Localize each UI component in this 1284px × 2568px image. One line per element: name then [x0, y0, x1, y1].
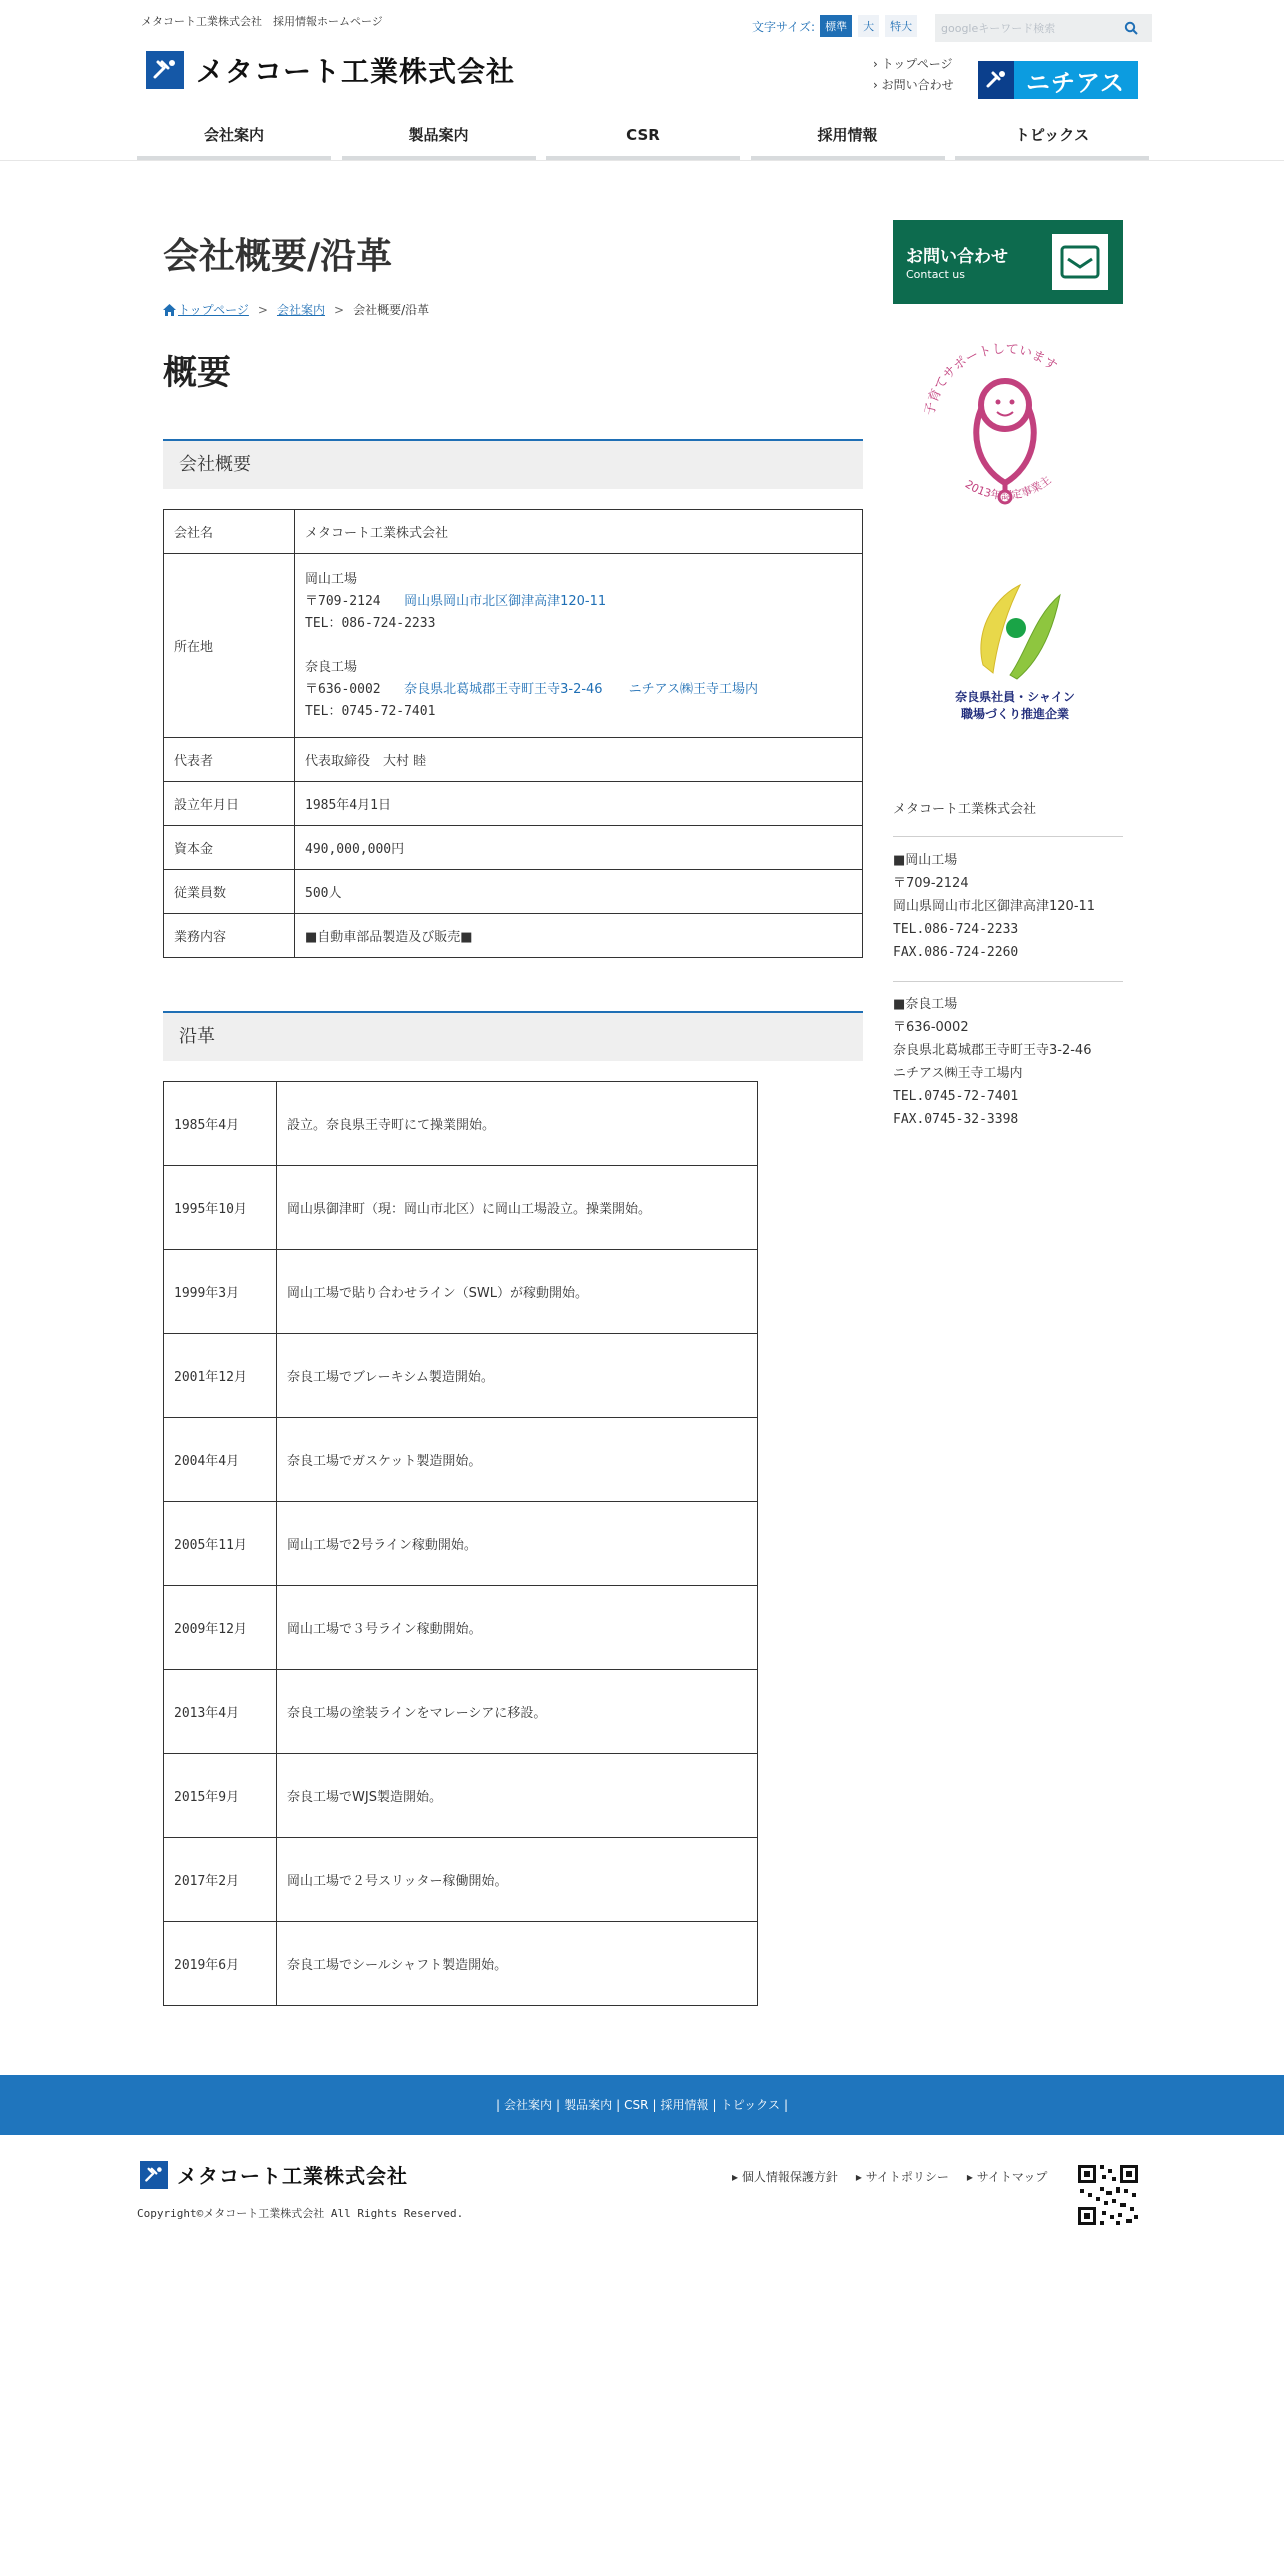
- table-row: [164, 826, 863, 870]
- site-logo[interactable]: [146, 50, 515, 90]
- profile-heading: 会社概要: [163, 439, 863, 489]
- font-size-switcher: [752, 15, 923, 37]
- table-row: [164, 1082, 758, 1166]
- font-size-xlarge-button[interactable]: 特大: [885, 15, 917, 37]
- breadcrumb: [163, 301, 429, 318]
- search-input[interactable]: [935, 15, 1120, 41]
- table-row: [164, 1418, 758, 1502]
- row-label: 代表者: [164, 738, 295, 782]
- search-box: [935, 14, 1152, 42]
- table-row: [164, 870, 863, 914]
- row-label: 従業員数: [164, 870, 295, 914]
- table-row: [164, 1250, 758, 1334]
- sidebar-divider: [893, 981, 1123, 982]
- table-row: [164, 1754, 758, 1838]
- nichias-text: ニチアス: [1026, 68, 1126, 97]
- sidebar-divider: [893, 836, 1123, 837]
- row-value: 490,000,000円: [295, 826, 863, 870]
- breadcrumb-current: 会社概要/沿革: [353, 303, 430, 317]
- table-row: [164, 554, 863, 738]
- history-event: 岡山工場で2号ライン稼動開始。: [277, 1502, 758, 1586]
- table-row: [164, 1502, 758, 1586]
- footer-logo-mark-icon: [140, 2161, 168, 2189]
- nara-tel: TEL：0745-72-7401: [305, 703, 436, 719]
- footer-nav: | 会社案内 | 製品案内 | CSR | 採用情報 | トピックス |: [0, 2075, 1284, 2135]
- row-value: メタコート工業株式会社: [295, 510, 863, 554]
- row-value: 代表取締役 大村 睦: [295, 738, 863, 782]
- okayama-factory-name: 岡山工場: [305, 571, 358, 587]
- history-event: 設立。奈良県王寺町にて操業開始。: [277, 1082, 758, 1166]
- table-row: [164, 782, 863, 826]
- row-label: 資本金: [164, 826, 295, 870]
- util-link-top[interactable]: › トップページ: [873, 57, 953, 71]
- footer-nav-products[interactable]: 製品案内: [564, 2098, 613, 2112]
- font-size-standard-button[interactable]: 標準: [820, 15, 852, 37]
- copyright: Copyright©メタコート工業株式会社 All Rights Reserved.: [137, 2207, 464, 2220]
- nav-item-recruit[interactable]: 採用情報: [751, 118, 945, 160]
- history-date: 2001年12月: [164, 1334, 277, 1418]
- breadcrumb-separator: >: [334, 302, 345, 317]
- footer-link-privacy[interactable]: ▸ 個人情報保護方針: [732, 2170, 838, 2184]
- footer-nav-topics[interactable]: トピックス: [720, 2098, 780, 2112]
- nara-factory-name: 奈良工場: [305, 659, 358, 675]
- home-icon: [163, 304, 176, 316]
- okayama-address-link[interactable]: 岡山県岡山市北区御津高津120-11: [404, 593, 607, 609]
- util-link-contact[interactable]: › お問い合わせ: [873, 78, 954, 92]
- history-date: 2019年6月: [164, 1922, 277, 2006]
- history-date: 2017年2月: [164, 1838, 277, 1922]
- table-row: [164, 1922, 758, 2006]
- sidebar-company-name: メタコート工業株式会社: [893, 802, 1037, 817]
- breadcrumb-company[interactable]: 会社案内: [276, 303, 325, 317]
- table-row: [164, 1334, 758, 1418]
- history-date: 2004年4月: [164, 1418, 277, 1502]
- history-heading: 沿革: [163, 1011, 863, 1061]
- site-tagline: メタコート工業株式会社 採用情報ホームページ: [141, 15, 383, 28]
- history-event: 岡山工場で２号スリッター稼働開始。: [277, 1838, 758, 1922]
- history-event: 奈良工場でブレーキシム製造開始。: [277, 1334, 758, 1418]
- row-label: 会社名: [164, 510, 295, 554]
- footer-nav-recruit[interactable]: 採用情報: [660, 2098, 709, 2112]
- search-icon[interactable]: [1120, 17, 1142, 39]
- row-label: 所在地: [164, 554, 295, 738]
- nav-item-csr[interactable]: CSR: [546, 118, 740, 160]
- history-table: [163, 1081, 758, 2006]
- section-heading-overview: 概要: [163, 353, 231, 393]
- nara-shine-text: 奈良県社員・シャイン 職場づくり推進企業: [955, 690, 1075, 721]
- page-title: 会社概要/沿革: [163, 236, 393, 277]
- history-event: 奈良工場でガスケット製造開始。: [277, 1418, 758, 1502]
- nara-postal: 〒636-0002: [305, 681, 381, 697]
- history-date: 1995年10月: [164, 1166, 277, 1250]
- history-event: 岡山工場で３号ライン稼動開始。: [277, 1586, 758, 1670]
- history-event: 奈良工場の塗装ラインをマレーシアに移設。: [277, 1670, 758, 1754]
- breadcrumb-separator: >: [257, 302, 268, 317]
- table-row: [164, 1586, 758, 1670]
- history-date: 2015年9月: [164, 1754, 277, 1838]
- nichias-mark-icon: [978, 61, 1014, 99]
- history-date: 1985年4月: [164, 1082, 277, 1166]
- utility-links: [873, 54, 954, 96]
- nav-item-products[interactable]: 製品案内: [342, 118, 536, 160]
- history-event: 奈良工場でWJS製造開始。: [277, 1754, 758, 1838]
- contact-title: お問い合わせ: [906, 247, 1008, 267]
- font-size-label: 文字サイズ:: [752, 19, 816, 34]
- history-event: 奈良工場でシールシャフト製造開始。: [277, 1922, 758, 2006]
- header-divider: [0, 160, 1284, 161]
- nav-item-topics[interactable]: トピックス: [955, 118, 1149, 160]
- history-date: 1999年3月: [164, 1250, 277, 1334]
- table-row: [164, 738, 863, 782]
- nav-item-company[interactable]: 会社案内: [137, 118, 331, 160]
- history-event: 岡山工場で貼り合わせライン（SWL）が稼動開始。: [277, 1250, 758, 1334]
- footer-links: [732, 2168, 1065, 2185]
- table-row: [164, 1166, 758, 1250]
- sidebar-okayama-info: ■岡山工場 〒709-2124 岡山県岡山市北区御津高津120-11 TEL.086-724-2233 FAX.086-724-2260: [893, 853, 1096, 960]
- address-cell: [295, 554, 863, 738]
- footer-nav-csr[interactable]: CSR: [624, 2098, 649, 2112]
- logo-text: メタコート工業株式会社: [196, 55, 516, 88]
- logo-mark-icon: [146, 51, 184, 89]
- row-value: 1985年4月1日: [295, 782, 863, 826]
- footer-link-sitemap[interactable]: ▸ サイトマップ: [966, 2170, 1048, 2184]
- table-row: [164, 1670, 758, 1754]
- sidebar-nara-info: ■奈良工場 〒636-0002 奈良県北葛城郡王寺町王寺3-2-46 ニチアス㈱王寺工場内 TEL.0745-72-7401 FAX.0745-32-3398: [893, 997, 1092, 1127]
- history-date: 2009年12月: [164, 1586, 277, 1670]
- row-label: 業務内容: [164, 914, 295, 958]
- history-date: 2013年4月: [164, 1670, 277, 1754]
- global-nav: [137, 118, 1149, 160]
- table-row: [164, 914, 863, 958]
- history-date: 2005年11月: [164, 1502, 277, 1586]
- kosodate-year-text: 2013年認定事業主: [962, 473, 1054, 503]
- kosodate-certification-logo: [915, 335, 1095, 515]
- font-size-large-button[interactable]: 大: [858, 15, 879, 37]
- nichias-logo[interactable]: [978, 61, 1138, 99]
- okayama-postal: 〒709-2124: [305, 593, 381, 609]
- qr-code-icon: [1076, 2163, 1140, 2227]
- okayama-tel: TEL：086-724-2233: [305, 615, 436, 631]
- table-row: [164, 510, 863, 554]
- history-event: 岡山県御津町（現：岡山市北区）に岡山工場設立。操業開始。: [277, 1166, 758, 1250]
- mail-icon: [1052, 234, 1108, 290]
- table-row: [164, 1838, 758, 1922]
- nara-address-link[interactable]: 奈良県北葛城郡王寺町王寺3-2-46 ニチアス㈱王寺工場内: [404, 681, 759, 697]
- company-profile-table: [163, 509, 863, 958]
- row-label: 設立年月日: [164, 782, 295, 826]
- breadcrumb-home[interactable]: トップページ: [178, 303, 249, 317]
- footer-logo[interactable]: [140, 2160, 408, 2189]
- footer-logo-text: メタコート工業株式会社: [177, 2164, 408, 2188]
- kosodate-arc-text: 子育てサポートしています: [922, 341, 1060, 417]
- row-value: ■自動車部品製造及び販売■: [295, 914, 863, 958]
- contact-banner[interactable]: [893, 220, 1123, 304]
- footer-nav-company[interactable]: 会社案内: [504, 2098, 553, 2112]
- footer-link-policy[interactable]: ▸ サイトポリシー: [855, 2170, 949, 2184]
- row-value: 500人: [295, 870, 863, 914]
- contact-subtitle: Contact us: [906, 268, 965, 281]
